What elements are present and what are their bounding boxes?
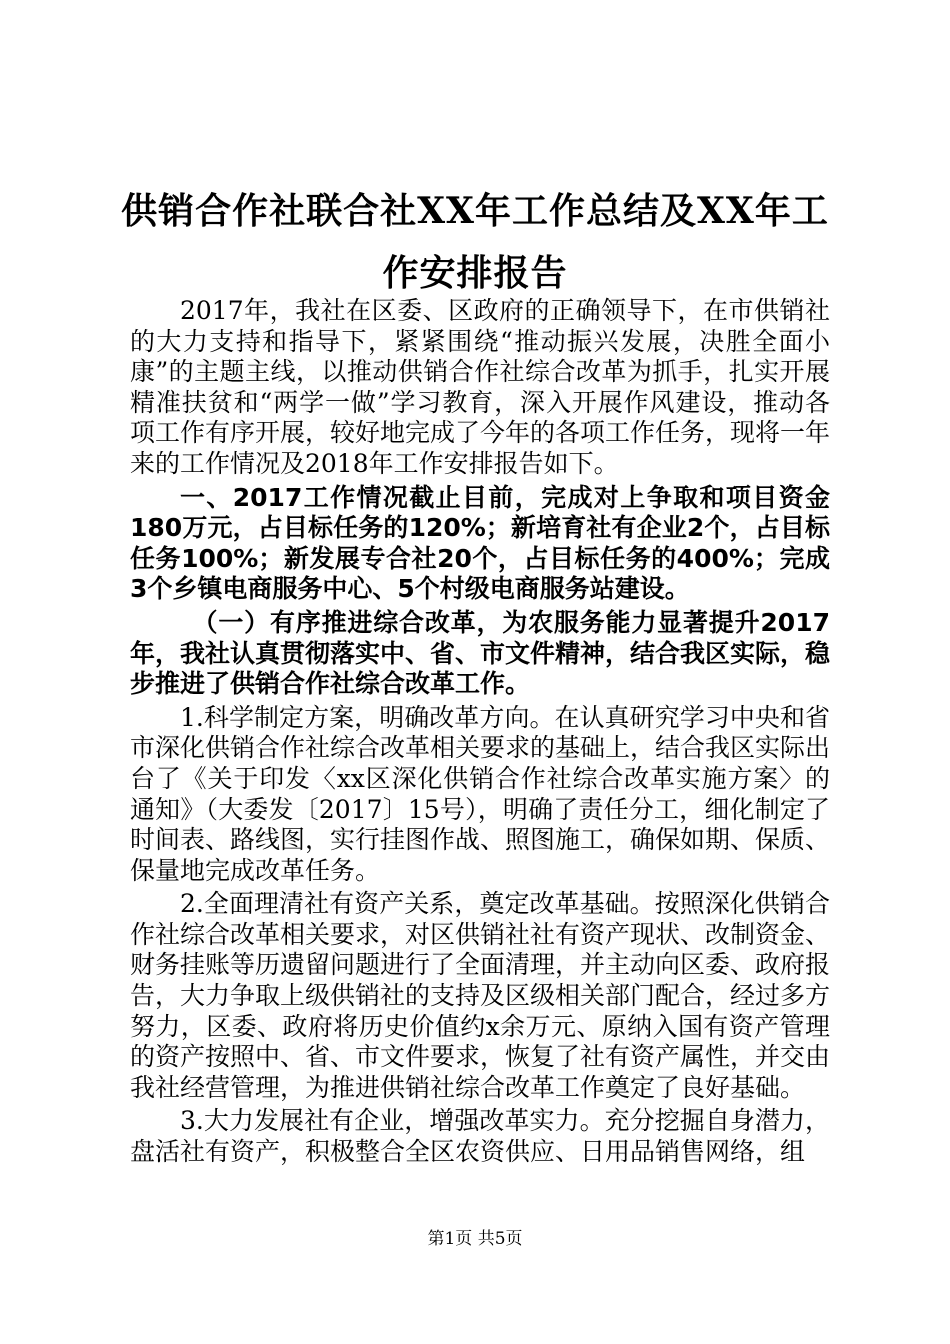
page-footer: 第1页 共5页 [427,1229,523,1249]
document-body [130,296,830,1168]
intro-paragraph: 2017年，我社在区委、区政府的正确领导下，在市供销社的大力支持和指导下，紧紧围绕“推动振兴发展，决胜全面小康”的主题主线，以推动供销合作社综合改革为抓手，扎实开展精准扶贫和“两学一做”学习教育，深入开展作风建设，推动各项工作有序开展，较好地完成了今年的各项工作任务，现将一年来的工作情况及2018年工作安排报告如下。 [130,296,831,478]
item-3-paragraph: 3.大力发展社有企业，增强改革实力。充分挖掘自身潜力，盘活社有资产，积极整合全区农资供应、日用品销售网络，组 [130,1106,830,1167]
subsection-one-paragraph: （一）有序推进综合改革，为农服务能力显著提升2017年，我社认真贯彻落实中、省、市文件精神，结合我区实际，稳步推进了供销合作社综合改革工作。 [130,607,831,699]
document-title: 供销合作社联合社XX年工作总结及XX年工作安排报告 [121,190,829,294]
item-1-paragraph: 1.科学制定方案，明确改革方向。在认真研究学习中央和省市深化供销合作社综合改革相关要求的基础上，结合我区实际出台了《关于印发〈xx区深化供销合作社综合改革实施方案〉的通知》（大委发〔2017〕15号），明确了责任分工，细化制定了时间表、路线图，实行挂图作战、照图施工，确保如期、保质、保量地完成改革任务。 [130,702,831,885]
item-2-paragraph: 2.全面理清社有资产关系，奠定改革基础。按照深化供销合作社综合改革相关要求，对区供销社社有资产现状、改制资金、财务挂账等历遗留问题进行了全面清理，并主动向区委、政府报告，大力争取上级供销社的支持及区级相关部门配合，经过多方努力，区委、政府将历史价值约x余万元、原纳入国有资产管理的资产按照中、省、市文件要求，恢复了社有资产属性，并交由我社经营管理，为推进供销社综合改革工作奠定了良好基础。 [130,889,831,1102]
section-one-heading-paragraph: 一、2017工作情况截止目前，完成对上争取和项目资金180万元，占目标任务的120%；新培育社有企业2个，占目标任务100%；新发展专合社20个，占目标任务的400%；完成3个乡镇电商服务中心、5个村级电商服务站建设。 [130,482,830,604]
